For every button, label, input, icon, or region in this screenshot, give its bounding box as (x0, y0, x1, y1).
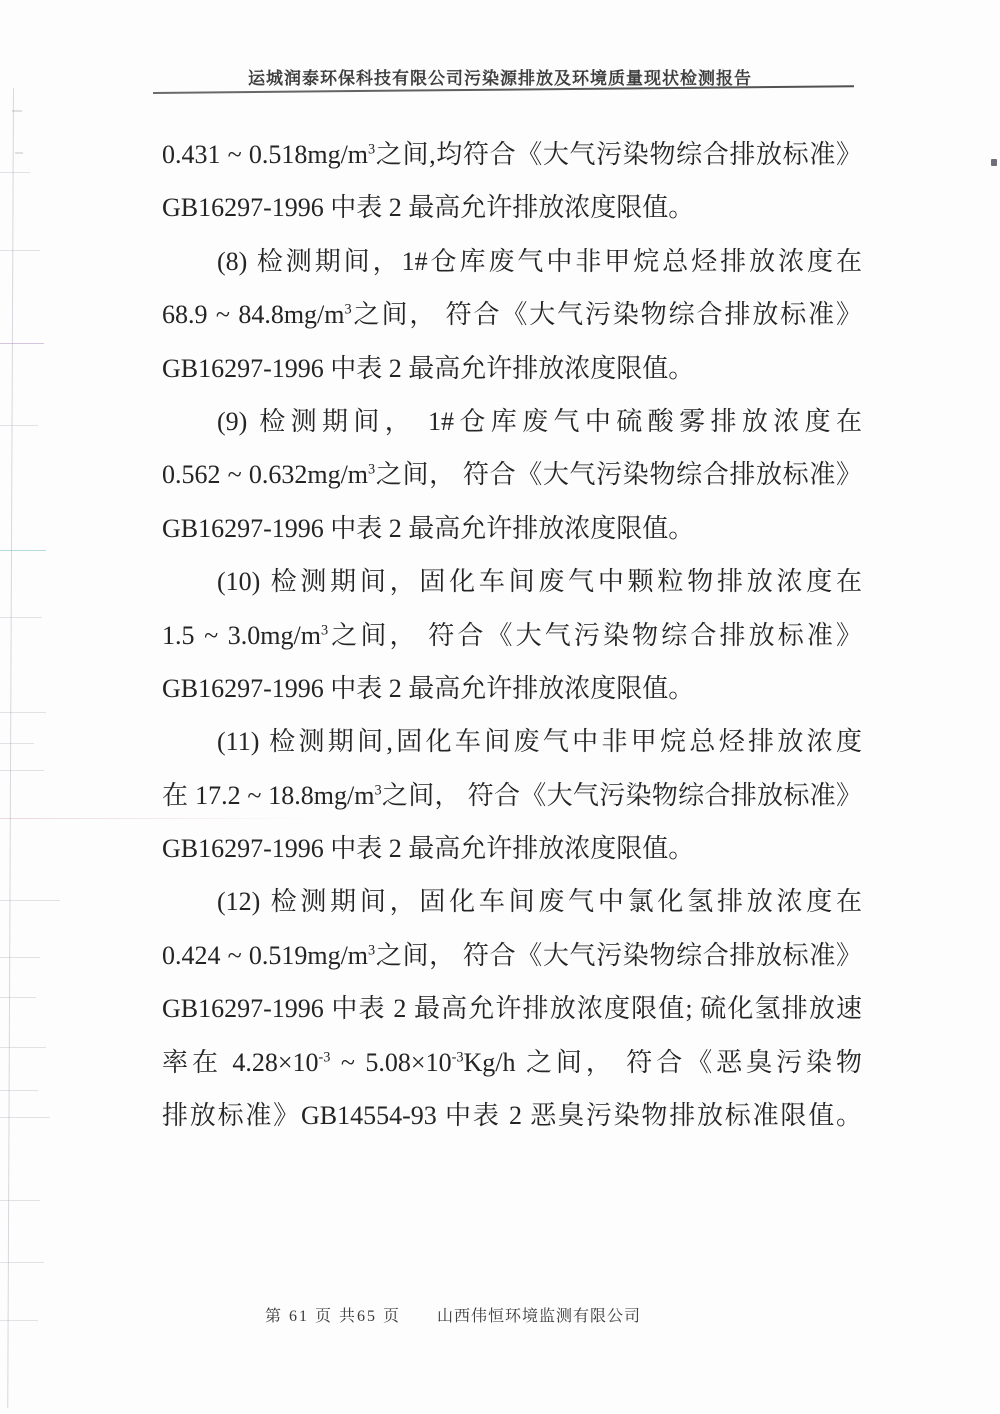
page-header-title: 运城润泰环保科技有限公司污染源排放及环境质量现状检测报告 (248, 69, 752, 88)
scan-artifact-line (0, 343, 44, 344)
text-line: GB16297-1996 中表 2 最高允许排放浓度限值。 (162, 513, 695, 543)
text-line: 0.562 ~ $0.632mg/m^3$之间， 符合《大气污染物综合排放标准》 (162, 460, 862, 490)
scan-artifact-mark (12, 110, 22, 112)
text-line: GB16297-1996 中表 2 最高允许排放浓度限值。 (162, 834, 695, 864)
scan-artifact-line (0, 1200, 40, 1201)
scan-artifact-line (0, 425, 38, 426)
text-line: GB16297-1996 中表 2 最高允许排放浓度限值。 (162, 353, 695, 383)
footer-company-name: 山西伟恒环境监测有限公司 (437, 1308, 642, 1325)
footer-page-number: 第 61 页 共65 页 (265, 1308, 402, 1325)
text-line: 1.5 ~ $3.0mg/m^3$之间， 符合《大气污染物综合排放标准》 (162, 620, 862, 650)
text-line: (9) 检测期间， 1#仓库废气中硫酸雾排放浓度在 (217, 406, 862, 436)
scan-artifact-line (0, 550, 46, 551)
text-line: GB16297-1996 中表 2 最高允许排放浓度限值; 硫化氢排放速 (162, 994, 862, 1024)
scan-artifact-line (0, 997, 36, 998)
text-line: (12) 检测期间，固化车间废气中氯化氢排放浓度在 (217, 887, 862, 917)
scan-artifact-line (0, 957, 40, 958)
text-line: (10) 检测期间，固化车间废气中颗粒物排放浓度在 (217, 567, 862, 597)
scan-artifact-line (0, 770, 44, 771)
scan-artifact-line (0, 1047, 46, 1048)
scan-edge-line (7, 88, 14, 1408)
text-line: 68.9 ~ $84.8mg/m^3$之间， 符合《大气污染物综合排放标准》 (162, 300, 862, 330)
scan-artifact-line (0, 712, 46, 713)
page-footer (0, 1303, 1000, 1327)
text-line: 排放标准》GB14554-93 中表 2 恶臭污染物排放标准限值。 (162, 1101, 862, 1131)
scan-artifact-line (0, 1090, 38, 1091)
scan-artifact-line (0, 250, 40, 251)
text-line: GB16297-1996 中表 2 最高允许排放浓度限值。 (162, 673, 695, 703)
scan-artifact-line (0, 1117, 50, 1118)
scan-artifact-line (0, 1262, 44, 1263)
scan-artifact-line (0, 743, 34, 744)
text-line: (11) 检测期间,固化车间废气中非甲烷总烃排放浓度 (217, 727, 862, 757)
scan-artifact-line (0, 900, 60, 901)
text-line: 0.431 ~ $0.518mg/m^3$之间,均符合《大气污染物综合排放标准》 (162, 140, 862, 169)
scan-speck (991, 159, 997, 166)
scan-artifact-line (0, 617, 42, 618)
text-line: (8) 检测期间，1#仓库废气中非甲烷总烃排放浓度在 (217, 246, 862, 276)
scan-artifact-mark (15, 152, 23, 154)
scan-artifact-line (0, 172, 30, 173)
text-line: GB16297-1996 中表 2 最高允许排放浓度限值。 (162, 193, 695, 223)
text-line: 0.424 ~ $0.519mg/m^3$之间， 符合《大气污染物综合排放标准》 (162, 940, 862, 970)
text-line: 率在 $4.28\times 10^{-3}$ ~ $5.08\times 10^{-3}Kg/h$ 之间， 符合《恶臭污染物 (162, 1047, 862, 1077)
document-body (162, 128, 862, 1142)
text-line: 在 17.2 ~ $18.8mg/m^3$之间， 符合《大气污染物综合排放标准》 (162, 780, 862, 810)
